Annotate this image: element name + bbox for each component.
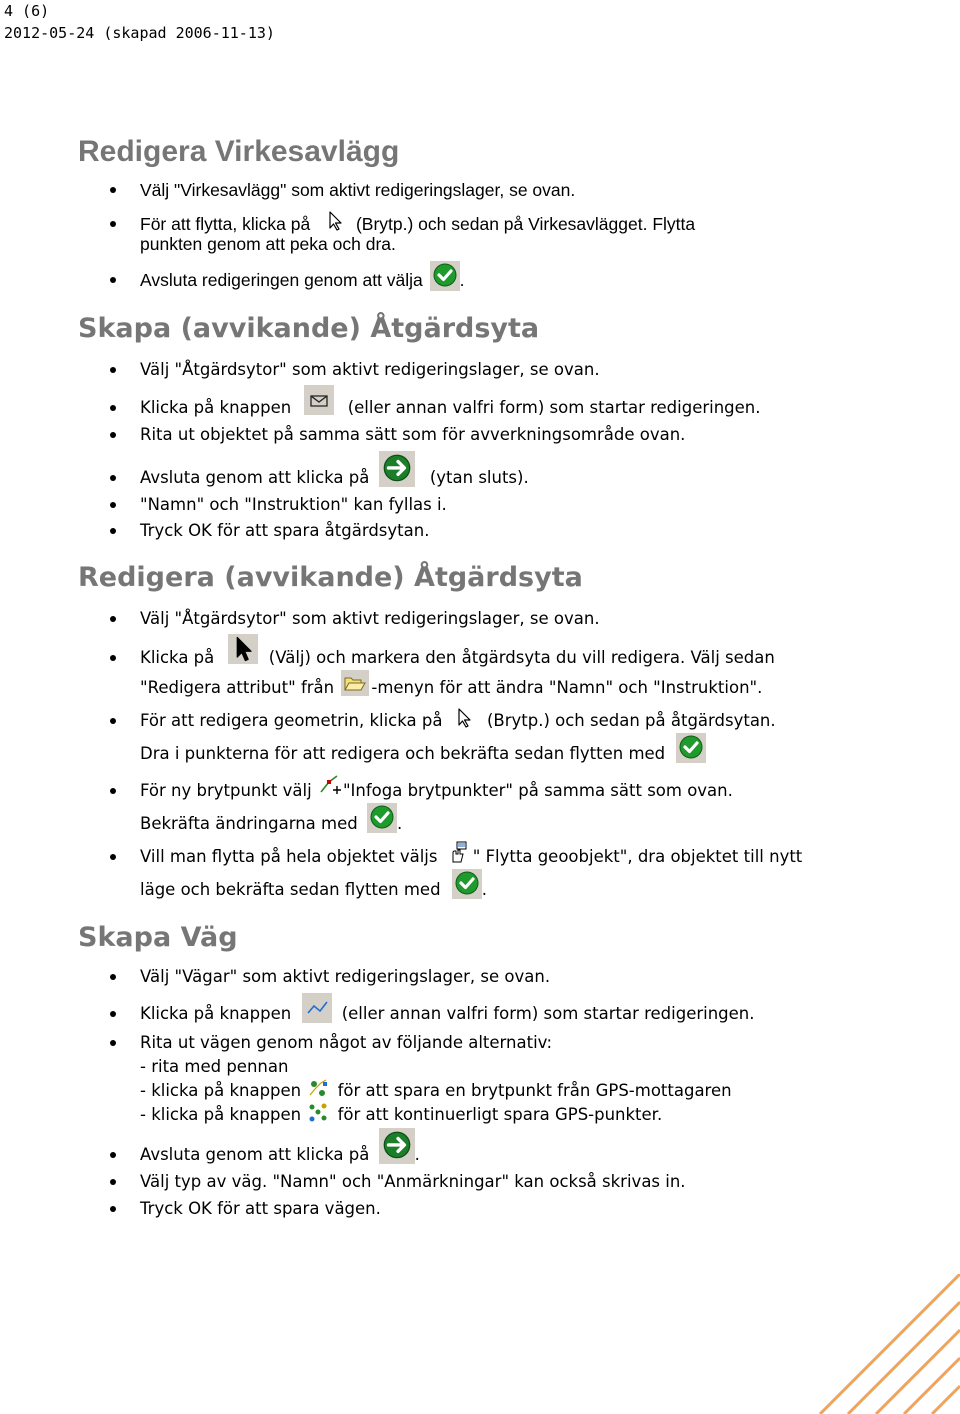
list-item-text: läge och bekräfta sedan flytten med <box>140 880 441 899</box>
list-item-text: Bekräfta ändringarna med <box>140 814 358 833</box>
ok-check-icon <box>452 869 482 899</box>
list-item-text: (eller annan valfri form) som startar redigeringen. <box>347 398 761 417</box>
list-item <box>140 468 529 488</box>
list-item-text: (eller annan valfri form) som startar redigeringen. <box>341 1004 755 1023</box>
bullet <box>110 502 116 508</box>
list-item-text: Tryck OK för att spara vägen. <box>140 1199 381 1218</box>
bullet <box>110 788 116 794</box>
list-item-text: . <box>414 1145 420 1164</box>
bullet <box>110 616 116 622</box>
list-item <box>140 270 465 291</box>
list-item-text: (Välj) och markera den åtgärdsyta du vill redigera. Välj sedan <box>268 648 775 667</box>
list-item-text: Vill man flytta på hela objektet väljs <box>140 847 438 866</box>
list-item-text: Avsluta genom att klicka på <box>140 468 370 487</box>
bullet <box>110 367 116 373</box>
list-item <box>140 1199 381 1219</box>
bullet <box>110 432 116 438</box>
list-item-text: Klicka på <box>140 648 215 667</box>
bullet <box>110 1179 116 1185</box>
polyline-icon <box>302 993 332 1023</box>
list-item <box>140 609 600 629</box>
list-item <box>140 214 695 254</box>
list-item-text: - rita med pennan <box>140 1057 289 1076</box>
bullet <box>110 1152 116 1158</box>
bullet <box>110 1011 116 1017</box>
list-item-text: Rita ut objektet på samma sätt som för avverkningsområde ovan. <box>140 425 686 444</box>
list-item-text: Tryck OK för att spara åtgärdsytan. <box>140 521 430 540</box>
list-item <box>140 1145 420 1165</box>
list-item-text: punkten genom att peka och dra. <box>140 234 396 255</box>
list-item-text: -menyn för att ändra "Namn" och "Instruktion". <box>371 678 763 697</box>
list-item-text: Välj "Virkesavlägg" som aktivt redigeringslager, se ovan. <box>140 180 576 200</box>
list-item-text: . <box>481 880 488 899</box>
list-item-text: "Infoga brytpunkter" på samma sätt som ovan. <box>342 781 733 800</box>
bullet <box>110 187 116 193</box>
bullet <box>110 854 116 860</box>
list-item <box>140 781 733 801</box>
bullet <box>110 475 116 481</box>
list-item <box>140 967 550 987</box>
bullet <box>110 974 116 980</box>
list-item <box>140 398 761 418</box>
list-item-text: För ny brytpunkt välj <box>140 781 312 800</box>
open-folder-icon <box>341 670 369 696</box>
bullet <box>110 1040 116 1046</box>
list-item-text: För att redigera geometrin, klicka på <box>140 711 443 730</box>
page-header <box>4 0 275 44</box>
list-item-text: . <box>396 814 403 833</box>
section-title-skapa-atgardsyta: Skapa (avvikande) Åtgärdsyta <box>78 313 540 344</box>
bullet <box>110 718 116 724</box>
list-item-text: - klicka på knappen <box>140 1081 302 1100</box>
list-item <box>140 521 429 541</box>
gps-point-icon <box>306 1077 330 1101</box>
list-item-text: (Brytp.) och sedan på åtgärdsytan. <box>486 711 776 730</box>
list-item <box>140 495 447 515</box>
bullet <box>110 1206 116 1212</box>
bullet <box>110 405 116 411</box>
bullet <box>110 655 116 661</box>
list-item-continuation <box>140 880 487 900</box>
ok-check-icon <box>676 733 706 763</box>
list-item-text: Klicka på knappen <box>140 1004 292 1023</box>
ok-check-icon <box>430 261 460 291</box>
list-item <box>140 1004 755 1024</box>
list-item <box>140 711 776 731</box>
list-item-text: Välj "Åtgärdsytor" som aktivt redigeringslager, se ovan. <box>140 360 600 379</box>
list-item <box>140 847 802 867</box>
list-item-text: . <box>459 270 465 290</box>
list-item-text: För att flytta, klicka på <box>140 214 311 234</box>
page-number: 4 (6) <box>4 2 50 20</box>
list-item-text: "Redigera attribut" från <box>140 678 335 697</box>
vertex-edit-icon <box>321 208 347 234</box>
document-date: 2012-05-24 (skapad 2006-11-13) <box>4 24 275 42</box>
list-item <box>140 360 600 380</box>
list-item-text: " Flytta geoobjekt", dra objektet till nytt <box>472 847 803 866</box>
list-item-text: Dra i punkterna för att redigera och bekräfta sedan flytten med <box>140 744 666 763</box>
finish-arrow-icon <box>379 451 415 487</box>
select-pointer-icon <box>228 634 258 664</box>
list-item <box>140 180 575 200</box>
list-item <box>140 1031 732 1127</box>
list-item-text: (Brytp.) och sedan på Virkesavlägget. Flytta <box>355 214 696 234</box>
list-item-text: för att spara en brytpunkt från GPS-mottagaren <box>337 1081 732 1100</box>
section-title-redigera-atgardsyta: Redigera (avvikande) Åtgärdsyta <box>78 562 583 593</box>
section-title-skapa-vag: Skapa Väg <box>78 922 238 953</box>
list-item-text: (ytan sluts). <box>429 468 529 487</box>
list-item-text: "Namn" och "Instruktion" kan fyllas i. <box>140 495 447 514</box>
list-item-text: Avsluta redigeringen genom att välja <box>140 270 423 290</box>
section-title-redigera-virkesavlagg: Redigera Virkesavlägg <box>78 135 400 168</box>
list-item-continuation <box>140 744 706 764</box>
list-item-text: Avsluta genom att klicka på <box>140 1145 370 1164</box>
decorative-diagonal-lines <box>760 1274 960 1414</box>
list-item-continuation <box>140 678 762 698</box>
list-item-text: Välj typ av väg. "Namn" och "Anmärkningar" kan också skrivas in. <box>140 1172 686 1191</box>
list-item-text: Välj "Vägar" som aktivt redigeringslager, se ovan. <box>140 967 551 986</box>
list-item <box>140 648 775 668</box>
vertex-edit-icon <box>450 705 476 731</box>
list-item-text: Rita ut vägen genom något av följande alternativ: <box>140 1033 553 1052</box>
bullet <box>110 528 116 534</box>
bullet <box>110 221 116 227</box>
list-item-text: Klicka på knappen <box>140 398 292 417</box>
list-item-text: Välj "Åtgärdsytor" som aktivt redigeringslager, se ovan. <box>140 609 600 628</box>
gps-stream-icon <box>306 1101 330 1125</box>
list-item-continuation <box>140 814 402 834</box>
insert-vertex-icon <box>317 772 343 798</box>
list-item-text: för att kontinuerligt spara GPS-punkter. <box>337 1105 663 1124</box>
finish-arrow-icon <box>379 1128 415 1164</box>
list-item <box>140 1172 686 1192</box>
ok-check-icon <box>367 803 397 833</box>
list-item <box>140 425 685 445</box>
bullet <box>110 277 116 283</box>
envelope-polygon-icon <box>304 385 334 415</box>
list-item-text: - klicka på knappen <box>140 1105 302 1124</box>
move-feature-icon <box>445 840 471 866</box>
